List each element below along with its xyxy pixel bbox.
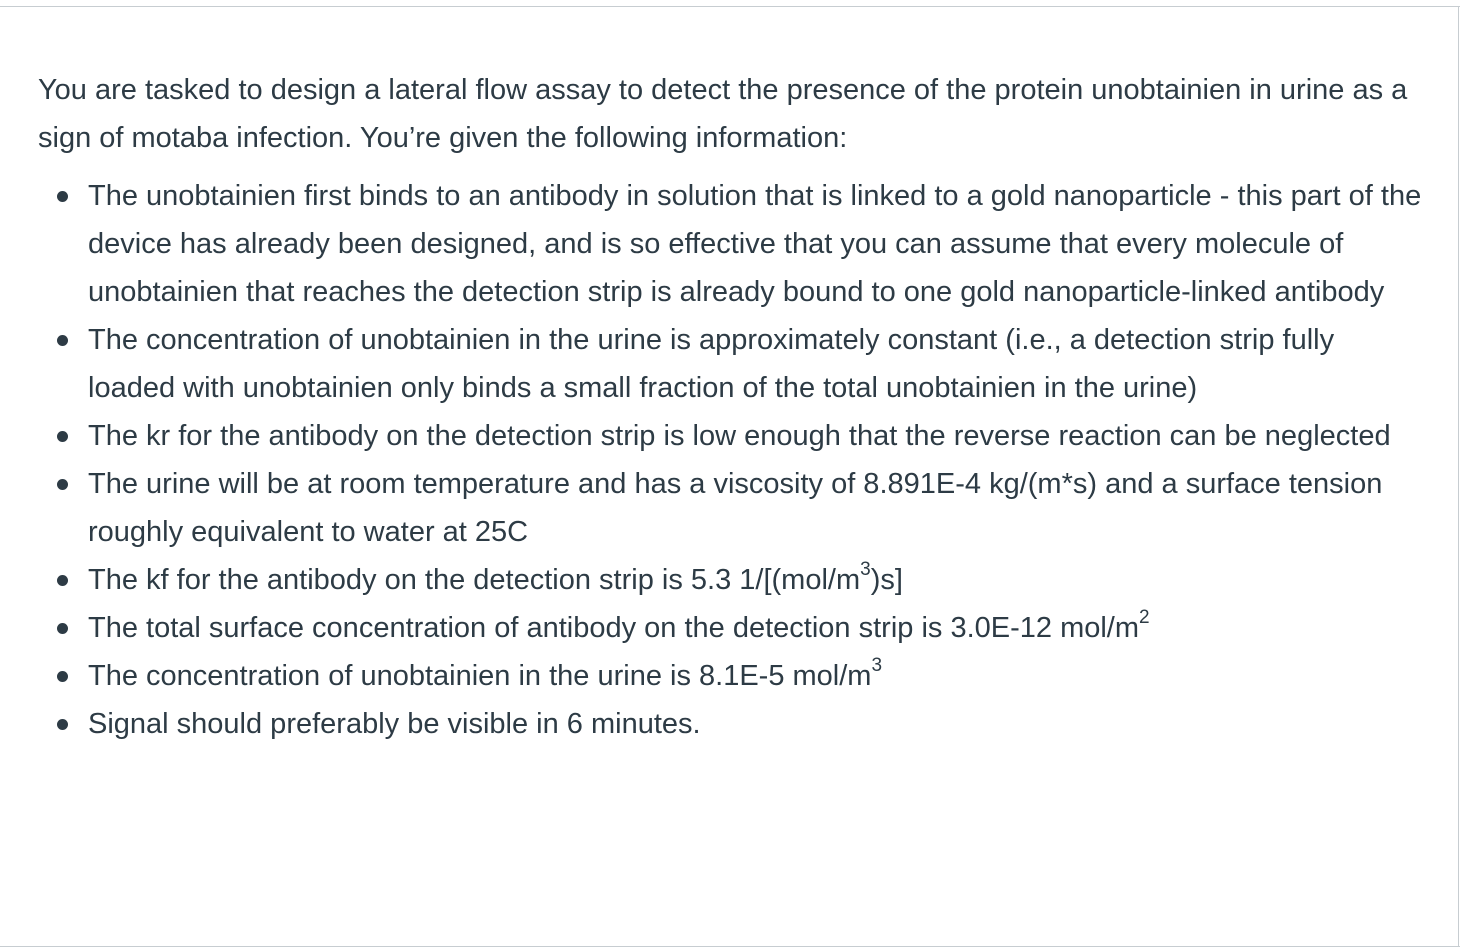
list-item-text: The urine will be at room temperature and has a viscosity of 8.891E-4 kg/(m*s) and a surface tension roughly equivalent to water at 25C <box>88 468 1383 548</box>
list-item-text: The concentration of unobtainien in the urine is 8.1E-5 mol/m <box>88 660 872 692</box>
bullet-dot-icon <box>57 671 68 682</box>
list-item-text: Signal should preferably be visible in 6 minutes. <box>88 708 701 740</box>
list-item <box>38 556 1428 604</box>
superscript: 3 <box>871 655 883 677</box>
right-border <box>1458 6 1459 946</box>
list-item-text: The total surface concentration of antibody on the detection strip is 3.0E-12 mol/m <box>88 612 1140 644</box>
bullet-dot-icon <box>57 623 68 634</box>
list-item-suffix: )s] <box>870 564 903 596</box>
top-divider <box>0 6 1460 7</box>
list-item <box>38 316 1428 412</box>
list-item-text: The unobtainien first binds to an antibody in solution that is linked to a gold nanoparticle - this part of the device has already been designed, and is so effective that you can assume that every molecule of unobtainien that reaches the detection strip is already bound to one gold nanoparticle-linked antibody <box>88 180 1422 308</box>
question-content <box>38 66 1428 748</box>
list-item <box>38 412 1428 460</box>
bullet-dot-icon <box>57 335 68 346</box>
superscript: 3 <box>860 559 871 581</box>
list-item-text: The kr for the antibody on the detection strip is low enough that the reverse reaction can be neglected <box>88 420 1391 452</box>
information-list <box>38 172 1428 748</box>
bottom-divider <box>0 946 1460 947</box>
list-item <box>38 700 1428 748</box>
list-item <box>38 460 1428 556</box>
list-item <box>38 172 1428 316</box>
superscript: 2 <box>1139 607 1150 629</box>
bullet-dot-icon <box>57 575 68 586</box>
bullet-dot-icon <box>57 719 68 730</box>
list-item <box>38 652 1428 700</box>
bullet-dot-icon <box>57 191 68 202</box>
list-item <box>38 604 1428 652</box>
list-item-text: The kf for the antibody on the detection strip is 5.3 1/[(mol/m <box>88 564 861 596</box>
question-intro: You are tasked to design a lateral flow assay to detect the presence of the protein unobtainien in urine as a sign of motaba infection. You’re given the following information: <box>38 74 1408 154</box>
bullet-dot-icon <box>57 431 68 442</box>
list-item-text: The concentration of unobtainien in the urine is approximately constant (i.e., a detection strip fully loaded with unobtainien only binds a small fraction of the total unobtainien in the urine) <box>88 324 1335 404</box>
bullet-dot-icon <box>57 479 68 490</box>
